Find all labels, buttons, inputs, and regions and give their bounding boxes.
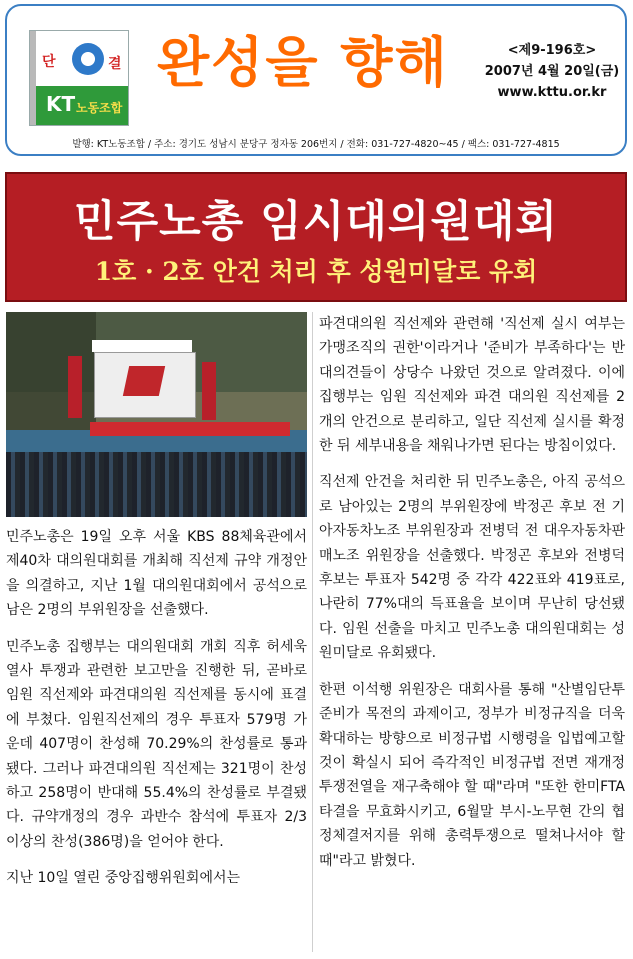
publisher-address: 발행: KT노동조합 / 주소: 경기도 성남시 분당구 정자동 206번지 / 전화: 031-727-4820~45 / 팩스: 031-727-4815 [72,139,560,150]
article-paragraph: 지난 10일 열린 중앙집행위원회에서는 [6,870,241,887]
headline-main: 민주노총 임시대의원대회 [74,197,558,247]
photo-banner-right [202,362,216,420]
headline-sub: 1호 · 2호 안건 처리 후 성원미달로 유회 [94,257,538,286]
article-paragraph: 민주노총은 19일 오후 서울 KBS 88체육관에서 제40차 대의원대회를 개최해 직선제 규약 개정안을 의결하고, 지난 1월 대의원대회에서 공석으로 남은 2명의 부위원장을 선출했다. [6,529,307,619]
website-link[interactable]: www.kttu.or.kr [497,85,607,100]
article-column-left [6,525,307,903]
union-emblem-icon [72,43,104,75]
flag-kt-text: KT [46,92,76,116]
flag-word-right: 결 [108,56,122,72]
issue-number: <제9-196호> [507,43,597,58]
article-paragraph: 직선제 안건을 처리한 뒤 민주노총은, 아직 공석으로 남아있는 2명의 부위원장에 박정곤 후보 전 기아자동차노조 부위원장과 전병덕 전 대우자동차판매노조 위원장을 선출했다. 박정곤 후보와 전병덕 후보는 투표자 542명 중 각각 422표와 419표로, 나란히 77%대의 득표율을 보이며 무난히 당선됐다. 임원 선출을 마치고 민주노총 대의원대회는 성원미달로 유회됐다. [319,474,625,662]
photo-banner-left [68,356,82,418]
issue-info [482,40,622,103]
article-column-right [319,312,625,885]
article-paragraph: 파견대의원 직선제와 관련해 '직선제 실시 여부는 가맹조직의 권한'이라거나 '준비가 부족하다'는 반대의견들이 상당수 나왔던 것으로 알려졌다. 이에 집행부는 임원 직선제와 파견 대의원 직선제를 2개의 안건으로 분리하고, 일단 직선제 실시를 확정한 뒤 세부내용을 채워나가면 된다는 방침이었다. [319,316,625,455]
photo-net [6,312,96,432]
article-paragraph: 민주노총 집행부는 대의원대회 개회 직후 허세욱 열사 투쟁과 관련한 보고만을 진행한 뒤, 곧바로 임원 직선제와 파견대의원 직선제를 동시에 표결에 부쳤다. 임원직선제의 경우 투표자 579명 가운데 407명이 찬성해 70.29%의 찬성률로 통과됐다. 그러나 파견대의원 직선제는 321명이 찬성하고 258명이 반대해 55.4%의 찬성률로 부결됐다. 규약개정의 경우 과반수 참석에 투표자 2/3 이상의 찬성(386명)을 얻어야 한다. [6,638,307,850]
flag-word-left: 단 [42,54,56,70]
article-paragraph: 한편 이석행 위원장은 대회사를 통해 "산별임단투 준비가 목전의 과제이고, 정부가 비정규직을 더욱 확대하는 방향으로 비정규법 시행령을 입법예고할 것이 확실시 되어 즉각적인 비정규법 전면 재개정 투쟁전열을 재구축해야 할 때"라며 "또한 한미FTA타결을 무효화시키고, 6월말 부시-노무현 간의 협정체결저지를 위해 총력투쟁으로 떨쳐나서야 할 때"라고 밝혔다. [319,681,625,869]
issue-date: 2007년 4월 20일(금) [484,64,620,79]
column-divider [312,312,313,952]
headline-banner [5,172,627,302]
photo-stage-logo [123,366,165,396]
flag-union-text: 노동조합 [76,101,123,115]
convention-photo [6,312,307,517]
photo-crowd [6,452,307,517]
photo-stage-banner [92,340,192,352]
union-flag-logo [29,30,129,126]
newsletter-title: 완성을 향해 [157,31,449,94]
photo-long-banner [90,422,290,436]
